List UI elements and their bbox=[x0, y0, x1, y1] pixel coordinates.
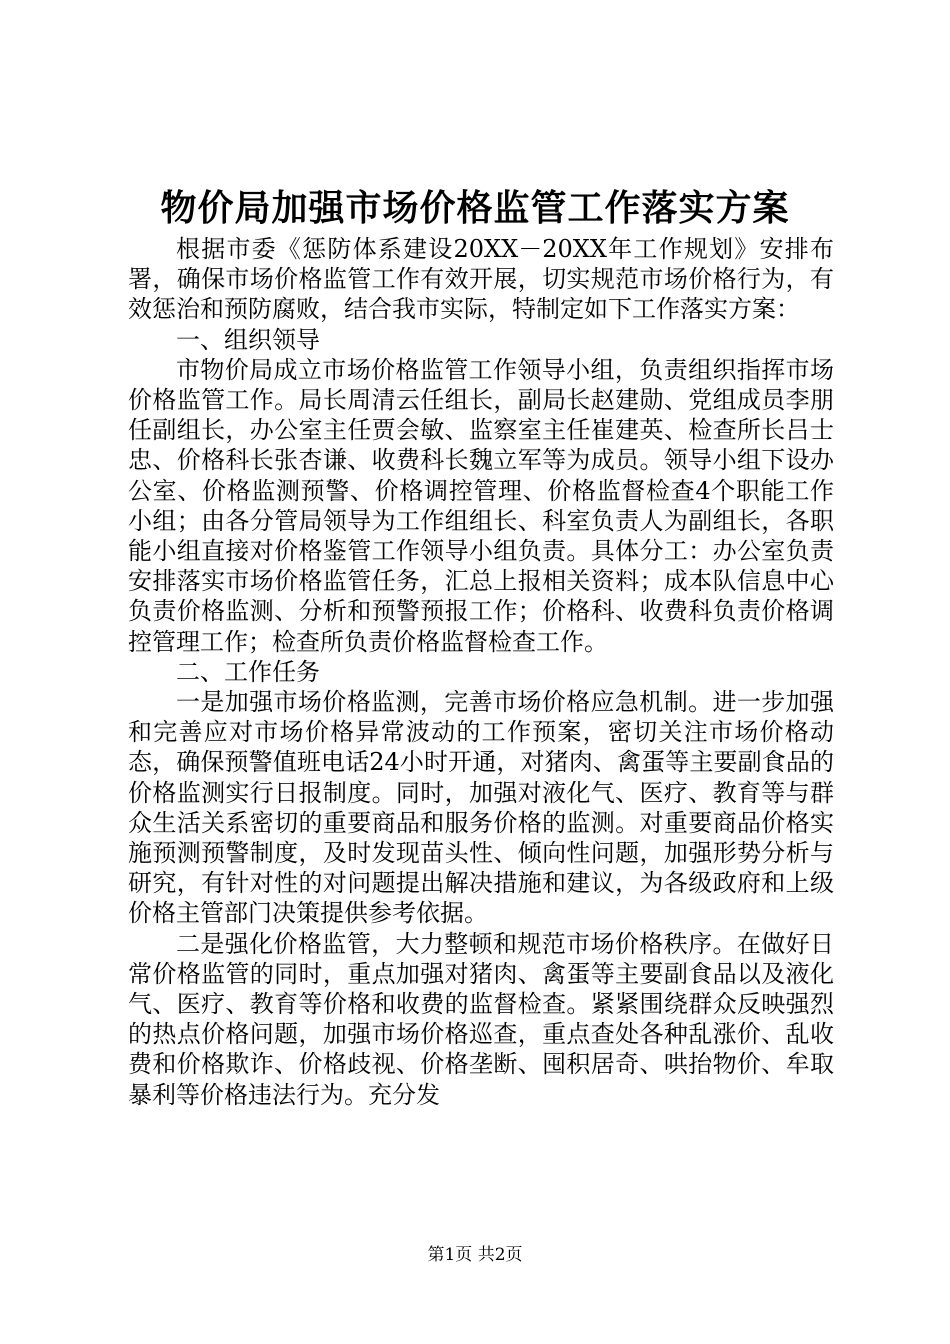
paragraph-organization: 市物价局成立市场价格监管工作领导小组，负责组织指挥市场价格监管工作。局长周清云任组长，副局长赵建勋、党组成员李朋任副组长，办公室主任贾会敏、监察室主任崔建英、检查所长吕士忠、价格科长张杏谦、收费科长魏立军等为成员。领导小组下设办公室、价格监测预警、价格调控管理、价格监督检查4个职能工作小组；由各分管局领导为工作组组长、科室负责人为副组长，各职能小组直接对价格鉴管工作领导小组负责。具体分工：办公室负责安排落实市场价格监管任务，汇总上报相关资料；成本队信息中心负责价格监测、分析和预警预报工作；价格科、收费科负责价格调控管理工作；检查所负责价格监督检查工作。 bbox=[128, 355, 834, 656]
paragraph-intro: 根据市委《惩防体系建设20XX－20XX年工作规划》安排布署，确保市场价格监管工作有效开展，切实规范市场价格行为，有效惩治和预防腐败，结合我市实际，特制定如下工作落实方案： bbox=[128, 235, 834, 324]
section-heading-tasks: 二、工作任务 bbox=[176, 657, 320, 686]
document-title: 物价局加强市场价格监管工作落实方案 bbox=[160, 187, 790, 229]
document-body bbox=[128, 234, 834, 1110]
page-number-footer: 第1页 共2页 bbox=[427, 1245, 523, 1265]
paragraph-task-two: 二是强化价格监管，大力整顿和规范市场价格秩序。在做好日常价格监管的同时，重点加强对猪肉、禽蛋等主要副食品以及液化气、医疗、教育等价格和收费的监督检查。紧紧围绕群众反映强烈的热点价格问题，加强市场价格巡查，重点查处各种乱涨价、乱收费和价格欺诈、价格歧视、价格垄断、囤积居奇、哄抬物价、牟取暴利等价格违法行为。充分发 bbox=[128, 929, 834, 1109]
section-heading-organization: 一、组织领导 bbox=[176, 325, 320, 354]
paragraph-task-one: 一是加强市场价格监测，完善市场价格应急机制。进一步加强和完善应对市场价格异常波动的工作预案，密切关注市场价格动态，确保预警值班电话24小时开通，对猪肉、禽蛋等主要副食品的价格监测实行日报制度。同时，加强对液化气、医疗、教育等与群众生活关系密切的重要商品和服务价格的监测。对重要商品价格实施预测预警制度，及时发现苗头性、倾向性问题，加强形势分析与研究，有针对性的对问题提出解决措施和建议，为各级政府和上级价格主管部门决策提供参考依据。 bbox=[128, 688, 834, 928]
